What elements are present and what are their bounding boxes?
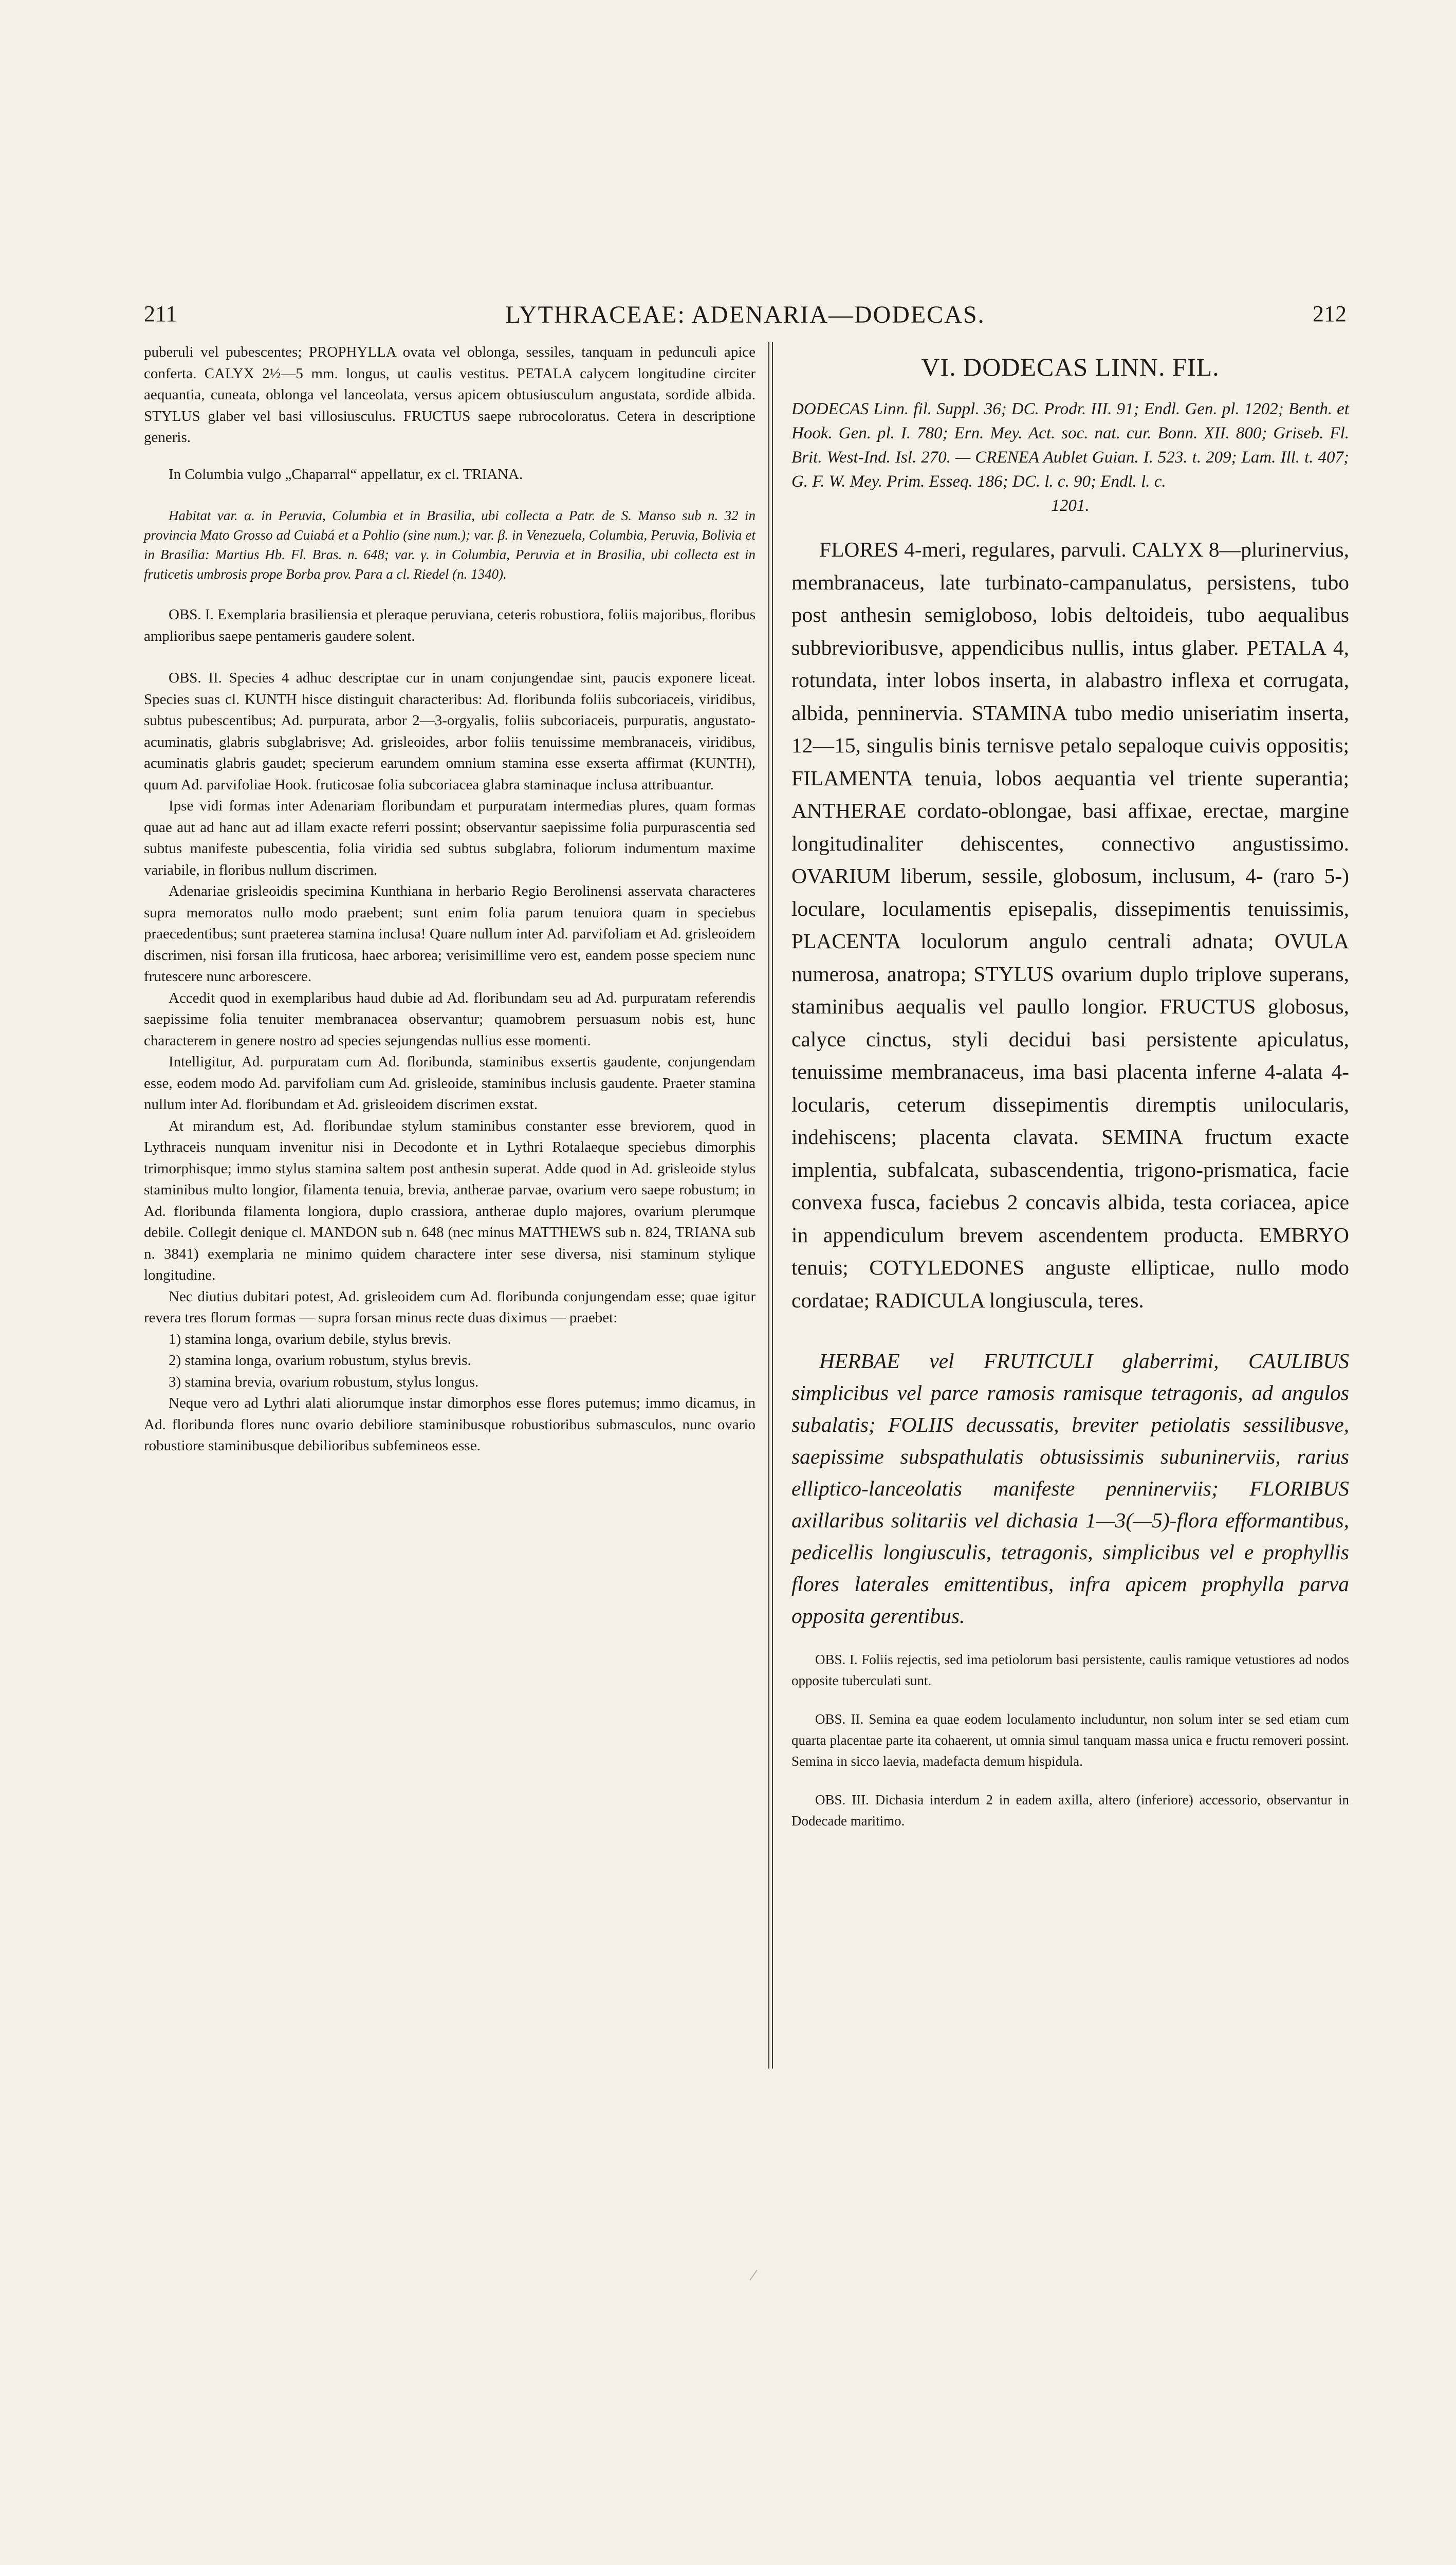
page-header: [144, 301, 1347, 337]
divider-line: [772, 342, 773, 2069]
genus-heading: VI. DODECAS LINN. FIL.: [921, 353, 1220, 381]
right-obs-3: OBS. III. Dichasia interdum 2 in eadem axilla, altero (inferiore) accessorio, observantur in Dodecade maritimo.: [791, 1792, 1349, 1829]
obs-2-paragraph-7: Nec diutius dubitari potest, Ad. grisleoidem cum Ad. floribunda conjungendam esse; quae igitur revera tres florum formas — supra forsan minus recte duas diximus — praebet:: [144, 1288, 755, 1326]
running-title: LYTHRACEAE: ADENARIA—DODECAS.: [505, 301, 985, 328]
divider-line: [768, 342, 769, 2069]
list-item: 2) stamina longa, ovarium robustum, stylus brevis.: [169, 1352, 471, 1369]
flower-forms-list: [144, 1329, 755, 1393]
list-item: 3) stamina brevia, ovarium robustum, stylus longus.: [169, 1373, 479, 1390]
synonymy-end: 1201.: [1051, 496, 1090, 515]
obs-2-paragraph-3: Adenariae grisleoidis specimina Kunthiana in herbario Regio Berolinensi asservata characteres supra memoratos nullo modo praebent; sunt enim folia parum tenuiora quam in speciebus praecedentibus; sunt praeterea stamina inclusa! Quare nullum inter Ad. parvifoliam et Ad. grisleoidem discrimen, nisi forsan illa fruticosa, haec arborea; verisimillime vero est, eandem posse speciem nunc frutescere nunc arborescere.: [144, 883, 755, 985]
obs-1: OBS. I. Exemplaria brasiliensia et pleraque peruviana, ceteris robustiora, foliis majoribus, floribus amplioribus saepe pentameris gaudere solent.: [144, 606, 755, 644]
right-obs-1: OBS. I. Foliis rejectis, sed ima petiolorum basi persistente, caulis ramique vetustiores ad nodos opposite tuberculati sunt.: [791, 1652, 1349, 1688]
genus-synonymy: [791, 397, 1349, 518]
right-obs-2: OBS. II. Semina ea quae eodem loculamento includuntur, non solum inter se sed etiam cum quarta placentae parte ita cohaerent, ut omnia simul tanquam massa unica e fructu removeri possint. Semina in sicco laevia, madefacta demum hispidula.: [791, 1711, 1349, 1769]
obs-2-paragraph-8: Neque vero ad Lythri alati aliorumque instar dimorphos esse flores putemus; immo dicamus, in Ad. floribunda flores nunc ovario debiliore staminibusque robustioribus submasculos, nunc ovario robustiore staminibusque debilioribus subfemineos esse.: [144, 1395, 755, 1454]
genus-description: FLORES 4-meri, regulares, parvuli. CALYX 8—plurinervius, membranaceus, late turbinato-campanulatus, persistens, tubo post anthesin semigloboso, lobis deltoideis, tubo aequalibus subbrevioribusve, appendicibus nullis, intus glaber. PETALA 4, rotundata, inter lobos inserta, in alabastro inflexa et corrugata, albida, penninervia. STAMINA tubo medio uniseriatim inserta, 12—15, singulis binis ternisve petalo sepaloque cuivis oppositis; FILAMENTA tenuia, lobos aequantia vel triente superantia; ANTHERAE cordato-oblongae, basi affixae, erectae, margine longitudinaliter dehiscentes, connectivo angustissimo. OVARIUM liberum, sessile, globosum, inclusum, 4- (raro 5-) loculare, loculamentis episepalis, dissepimentis tenuissimis, PLACENTA loculorum angulo centrali adnata; OVULA numerosa, anatropa; STYLUS ovarium duplo triplove superans, staminibus aequalis vel paullo longior. FRUCTUS globosus, calyce cinctus, styli decidui basi persistente apiculatus, tenuissime membranaceus, ima basi placenta inferne 4-alata 4-locularis, ceterum dissepimentis diremptis unilocularis, indehiscens; placenta clavata. SEMINA fructum exacte implentia, subfalcata, subascendentia, trigono-prismatica, facie convexa fusca, faciebus 2 concavis albida, testa coriacea, apice in appendiculum brevem ascendentem producta. EMBRYO tenuis; COTYLEDONES anguste ellipticae, nullo modo cordatae; RADICULA longiuscula, teres.: [791, 538, 1349, 1312]
habitat-paragraph: Habitat var. α. in Peruvia, Columbia et in Brasilia, ubi collecta a Patr. de S. Manso sub n. 32 in provincia Mato Grosso ad Cuiabá et a Pohlio (sine num.); var. β. in Venezuela, Columbia, Peruvia, Bolivia et in Brasilia: Martius Hb. Fl. Bras. n. 648; var. γ. in Columbia, Peruvia et in Brasilia, ubi collecta est in fruticetis umbrosis prope Borba prov. Para a cl. Riedel (n. 1340).: [144, 508, 755, 582]
column-divider: [768, 342, 773, 2069]
obs-2-paragraph-6: At mirandum est, Ad. floribundae stylum staminibus constanter esse breviorem, quod in Lythraceis nunquam invenitur nisi in Decodonte et in Lythri Rotalaeque speciebus dimorphis trimorphisque; immo stylus stamina saltem post anthesin superat. Adde quod in Ad. grisleoide stylus staminibus multo longior, filamenta tenuia, brevia, antherae parvae, ovarium vero saepe robustum; in Ad. floribunda filamenta longiora, duplo crassiora, antherae duplo majores, ovarium plerumque debile. Collegit denique cl. MANDON sub n. 648 (nec minus MATTHEWS sub n. 824, TRIANA sub n. 3841) exemplaria ne minimo quidem charactere inter sese diversa, nisi staminum stylique longitudine.: [144, 1117, 755, 1283]
list-item: 1) stamina longa, ovarium debile, stylus brevis.: [169, 1331, 452, 1348]
species-description-end: puberuli vel pubescentes; PROPHYLLA ovata vel oblonga, sessiles, tanquam in pedunculi apice conferta. CALYX 2½—5 mm. longus, ut caulis vestitus. PETALA calycem longitudine circiter aequantia, cuneata, oblonga vel lanceolata, versus apicem obtusiusculum angustata, sordide albida. STYLUS glaber vel basi villosiusculus. FRUCTUS saepe rubrocoloratus. Cetera in descriptione generis.: [144, 344, 755, 446]
obs-2-paragraph-4: Accedit quod in exemplaribus haud dubie ad Ad. floribundam seu ad Ad. purpuratam referendis saepissime folia tenuiter membranacea observantur; quamobrem persuasum nobis est, hunc characterem in genere nostro ad species sejungendas nullius esse momenti.: [144, 989, 755, 1049]
obs-2: OBS. II. Species 4 adhuc descriptae cur in unam conjungendae sint, paucis exponere liceat. Species suas cl. KUNTH hisce distinguit characteribus: Ad. floribunda foliis subcoriaceis, viridibus, subtus pubescentibus; Ad. purpurata, arbor 2—3-orgyalis, foliis subcoriaceis, purpuratis, angustato-acuminatis, glabris subglabrisve; Ad. grisleoides, arbor foliis tenuissime membranaceis, viridibus, acuminatis glabris gaudet; specierum earundem omnium stamina esse exserta affirmat (KUNTH), quum Ad. parvifoliae Hook. fruticosae folia subcoriacea glabra staminaque inclusa attribuantur.: [144, 670, 755, 793]
obs-2-paragraph-5: Intelligitur, Ad. purpuratam cum Ad. floribunda, staminibus exsertis gaudente, conjungendam esse, eodem modo Ad. parvifoliam cum Ad. grisleoide, staminibus inclusis gaudente. Praeter stamina nullum inter Ad. floribundam et Ad. grisleoidem discrimen exstat.: [144, 1054, 755, 1113]
page-number-left: 211: [144, 301, 177, 326]
page-number-right: 212: [1313, 301, 1347, 326]
habit-description: HERBAE vel FRUTICULI glaberrimi, CAULIBUS simplicibus vel parce ramosis ramisque tetragonis, ad angulos subalatis; FOLIIS decussatis, breviter petiolatis sessilibusve, saepissime subspathulatis obtusissimis subuninerviis, rarius elliptico-lanceolatis manifeste penninerviis; FLORIBUS axillaribus solitariis vel dichasia 1—3(—5)-flora efformantibus, pedicellis longiusculis, tetragonis, simplicibus vel e prophyllis flores laterales emittentibus, infra apicem prophylla parva opposita gerentibus.: [791, 1349, 1349, 1628]
obs-2-paragraph-2: Ipse vidi formas inter Adenariam floribundam et purpuratam intermedias plures, quam formas quae aut ad hanc aut ad illam exacte referri possint; observantur saepissime folia purpurascentia sed subtus manifeste pubescentia, folia viridia sed subtus subglabra, foliorum indumentum maxime variabile, in floribus nullum discrimen.: [144, 798, 755, 878]
vernacular-name-note: In Columbia vulgo „Chaparral“ appellatur, ex cl. TRIANA.: [169, 466, 523, 483]
right-column: [791, 342, 1349, 1832]
left-column: [144, 342, 755, 1457]
pencil-mark: [749, 2270, 757, 2281]
synonymy-text: DODECAS Linn. fil. Suppl. 36; DC. Prodr. III. 91; Endl. Gen. pl. 1202; Benth. et Hook. Gen. pl. I. 780; Ern. Mey. Act. soc. nat. cur. Bonn. XII. 800; Griseb. Fl. Brit. West-Ind. Isl. 270. — CRENEA Aublet Guian. I. 523. t. 209; Lam. Ill. t. 407; G. F. W. Mey. Prim. Esseq. 186; DC. l. c. 90; Endl. l. c.: [791, 400, 1349, 491]
